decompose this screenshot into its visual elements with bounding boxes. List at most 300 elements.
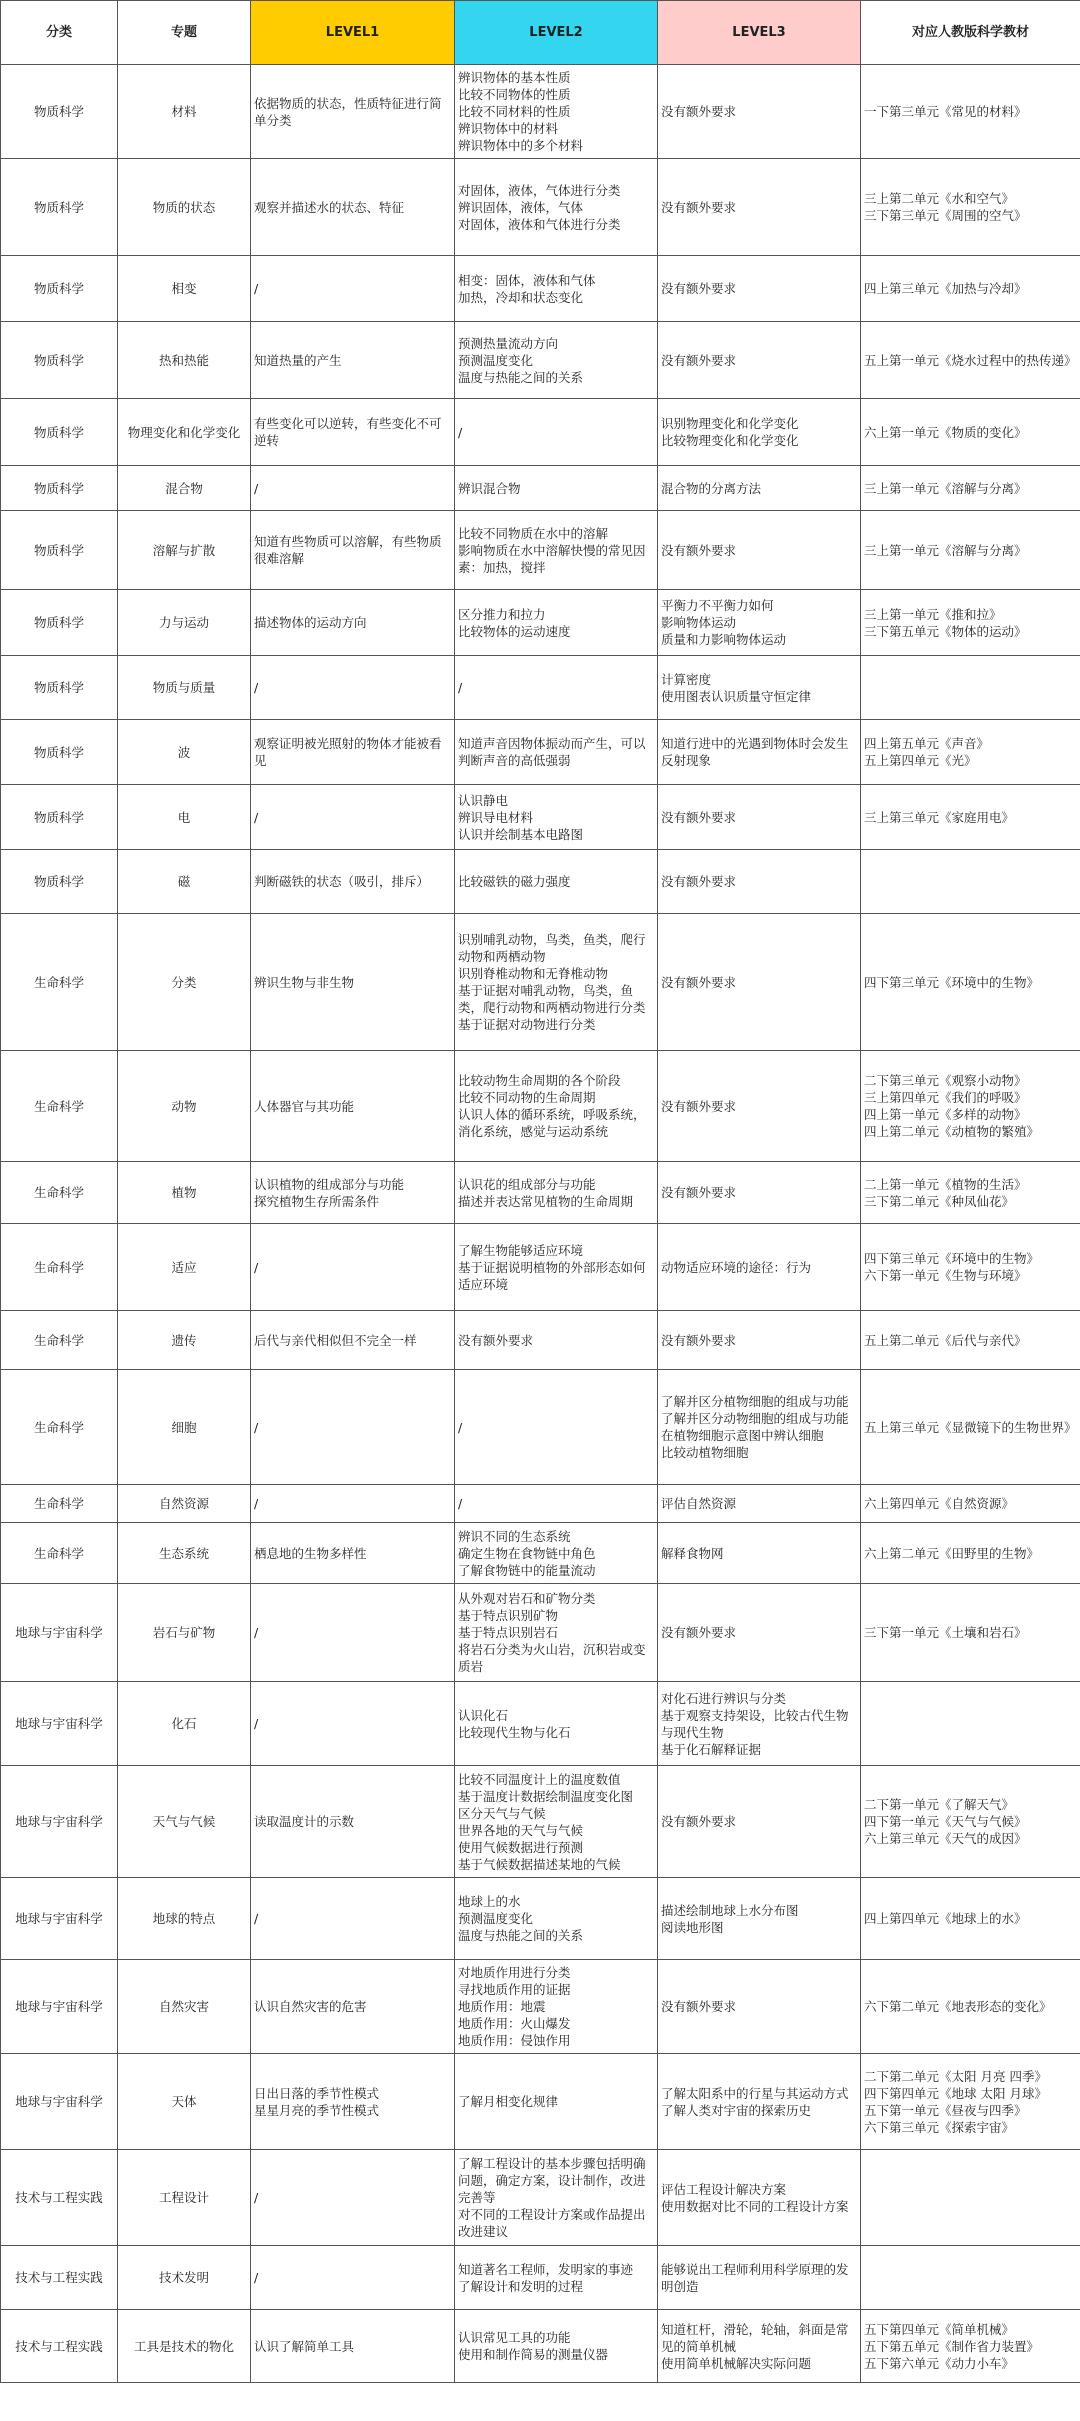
- textbook-cell: [861, 1584, 1080, 1682]
- topic-cell: 岩石与矿物: [118, 1584, 251, 1682]
- level2-cell-line: /: [458, 424, 463, 440]
- level1-cell: [251, 399, 455, 466]
- textbook-cell: [861, 2246, 1080, 2310]
- level1-cell: [251, 720, 455, 785]
- category-cell: 物质科学: [1, 399, 118, 466]
- level2-cell: [455, 256, 658, 322]
- level2-cell: [455, 1224, 658, 1311]
- textbook-cell: [861, 914, 1080, 1051]
- level2-cell: [455, 1878, 658, 1960]
- textbook-cell-line: 四下第三单元《环境中的生物》: [864, 1251, 1040, 1266]
- level1-cell-line: 栖息地的生物多样性: [254, 1545, 367, 1561]
- level2-cell-line: 辨识物体中的多个材料: [458, 138, 584, 153]
- level3-cell: [658, 914, 861, 1051]
- level3-cell: [658, 1584, 861, 1682]
- category-cell: 地球与宇宙科学: [1, 1682, 118, 1766]
- level1-cell: [251, 1224, 455, 1311]
- textbook-cell: [861, 1485, 1080, 1523]
- topic-cell: 物质与质量: [118, 656, 251, 720]
- textbook-cell: [861, 2054, 1080, 2150]
- level2-cell: [455, 656, 658, 720]
- topic-cell: 工具是技术的物化: [118, 2310, 251, 2383]
- category-cell: 生命科学: [1, 1051, 118, 1162]
- textbook-cell: [861, 1960, 1080, 2054]
- level2-cell-line: 比较现代生物与化石: [458, 1724, 571, 1740]
- textbook-cell-line: 三上第一单元《溶解与分离》: [864, 542, 1027, 558]
- level3-cell: [658, 1766, 861, 1878]
- level3-cell-line: 基于化石解释证据: [661, 1741, 762, 1757]
- textbook-cell: [861, 1878, 1080, 1960]
- level2-cell-line: /: [458, 680, 463, 695]
- level1-cell: [251, 466, 455, 511]
- level1-cell-line: 探究植物生存所需条件: [254, 1193, 380, 1209]
- level3-cell-line: 没有额外要求: [661, 199, 737, 215]
- level3-cell-line: 了解并区分植物细胞的组成与功能: [661, 1394, 849, 1409]
- level3-cell-line: 能够说出工程师利用科学原理的发明创造: [661, 2261, 849, 2294]
- table-row: [1, 720, 1080, 785]
- table-row: [1, 1584, 1080, 1682]
- level3-cell: [658, 590, 861, 656]
- level2-cell-line: 辨识导电材料: [458, 809, 534, 825]
- textbook-cell: [861, 256, 1080, 322]
- level1-cell: [251, 2246, 455, 2310]
- level2-cell-line: 温度与热能之间的关系: [458, 369, 584, 385]
- topic-cell: 波: [118, 720, 251, 785]
- level2-cell-line: 基于证据对动物进行分类: [458, 1017, 596, 1032]
- textbook-cell: [861, 1162, 1080, 1224]
- textbook-cell-line: 二上第一单元《植物的生活》: [864, 1176, 1027, 1192]
- textbook-cell-line: 三上第四单元《我们的呼吸》: [864, 1090, 1027, 1105]
- level2-cell-line: 寻找地质作用的证据: [458, 1982, 571, 1997]
- textbook-cell-line: 六上第三单元《天气的成因》: [864, 1831, 1027, 1846]
- textbook-cell: [861, 785, 1080, 850]
- level3-cell-line: 知道行进中的光遇到物体时会发生反射现象: [661, 736, 849, 768]
- level2-cell-line: 认识常见工具的功能: [458, 2330, 571, 2345]
- level1-cell-line: /: [254, 1259, 259, 1275]
- topic-cell: 混合物: [118, 466, 251, 511]
- level3-cell: [658, 1162, 861, 1224]
- textbook-cell-line: 六上第四单元《自然资源》: [864, 1496, 1015, 1511]
- level2-cell: [455, 65, 658, 159]
- level2-cell-line: /: [458, 1496, 463, 1511]
- level3-cell: [658, 65, 861, 159]
- level1-cell-line: 认识自然灾害的危害: [254, 1999, 367, 2014]
- category-cell: 物质科学: [1, 850, 118, 914]
- level2-cell: [455, 1523, 658, 1584]
- level2-cell-line: 辨识固体，液体，气体: [458, 199, 584, 215]
- level2-cell-line: 比较不同温度计上的温度数值: [458, 1771, 621, 1787]
- level2-cell-line: 比较不同物质在水中的溶解: [458, 525, 609, 541]
- level1-cell-line: 认识了解简单工具: [254, 2338, 355, 2354]
- level2-cell-line: 区分天气与气候: [458, 1805, 546, 1821]
- textbook-cell-line: 五上第一单元《烧水过程中的热传递》: [864, 352, 1077, 368]
- level2-cell-line: 知道著名工程师，发明家的事迹: [458, 2261, 634, 2277]
- level2-cell-line: 对地质作用进行分类: [458, 1965, 571, 1980]
- level2-cell-line: 对固体，液体，气体进行分类: [458, 182, 621, 198]
- level1-cell: [251, 1485, 455, 1523]
- level1-cell: [251, 1584, 455, 1682]
- level2-cell-line: 基于温度计数据绘制温度变化图: [458, 1788, 634, 1804]
- textbook-cell: [861, 590, 1080, 656]
- table-row: [1, 1224, 1080, 1311]
- level3-cell-line: 没有额外要求: [661, 542, 737, 558]
- textbook-cell-line: 六上第一单元《物质的变化》: [864, 424, 1027, 440]
- level1-cell-line: /: [254, 1496, 259, 1511]
- level3-cell: [658, 1682, 861, 1766]
- level3-cell-line: 知道杠杆，滑轮，轮轴，斜面是常见的简单机械: [661, 2321, 849, 2354]
- level1-cell-line: /: [254, 1419, 259, 1435]
- level2-cell: [455, 1311, 658, 1370]
- textbook-cell-line: 四上第一单元《多样的动物》: [864, 1107, 1027, 1122]
- level3-cell-line: 阅读地形图: [661, 1919, 724, 1935]
- textbook-cell: [861, 399, 1080, 466]
- level2-cell-line: 确定生物在食物链中角色: [458, 1545, 596, 1561]
- level3-cell-line: 没有额外要求: [661, 1814, 737, 1829]
- topic-cell: 化石: [118, 1682, 251, 1766]
- table-row: [1, 1485, 1080, 1523]
- table-row: [1, 1311, 1080, 1370]
- level3-cell-line: 没有额外要求: [661, 281, 737, 296]
- level2-cell: [455, 590, 658, 656]
- level3-cell: [658, 850, 861, 914]
- table-row: [1, 1960, 1080, 2054]
- level3-cell: [658, 2246, 861, 2310]
- textbook-cell: [861, 159, 1080, 256]
- table-row: [1, 2310, 1080, 2383]
- level1-cell-line: /: [254, 2270, 259, 2285]
- level2-cell-line: 了解设计和发明的过程: [458, 2278, 584, 2294]
- level3-cell: [658, 1051, 861, 1162]
- level1-cell: [251, 1051, 455, 1162]
- level1-cell: [251, 1311, 455, 1370]
- textbook-cell-line: 五下第五单元《制作省力装置》: [864, 2338, 1040, 2354]
- level1-cell: [251, 511, 455, 590]
- level2-cell-line: 影响物质在水中溶解快慢的常见因素：加热，搅拌: [458, 542, 646, 575]
- level2-cell-line: 描述并表达常见植物的生命周期: [458, 1193, 634, 1209]
- level1-cell: [251, 1878, 455, 1960]
- textbook-cell-line: 三下第三单元《周围的空气》: [864, 208, 1027, 223]
- category-cell: 生命科学: [1, 1523, 118, 1584]
- level2-cell-line: 知道声音因物体振动而产生，可以判断声音的高低强弱: [458, 736, 646, 768]
- topic-cell: 工程设计: [118, 2150, 251, 2246]
- textbook-cell-line: 五上第三单元《显微镜下的生物世界》: [864, 1419, 1077, 1435]
- topic-cell: 磁: [118, 850, 251, 914]
- level1-cell-line: 后代与亲代相似但不完全一样: [254, 1332, 417, 1348]
- level3-cell-line: 平衡力不平衡力如何: [661, 598, 774, 613]
- level2-cell-line: 从外观对岩石和矿物分类: [458, 1591, 596, 1606]
- level3-cell-line: 没有额外要求: [661, 874, 737, 889]
- category-cell: 技术与工程实践: [1, 2246, 118, 2310]
- textbook-cell: [861, 2310, 1080, 2383]
- level1-cell: [251, 1960, 455, 2054]
- level2-cell-line: 了解工程设计的基本步骤包括明确问题，确定方案，设计制作，改进完善等: [458, 2156, 646, 2205]
- textbook-cell: [861, 656, 1080, 720]
- textbook-cell-line: 六上第二单元《田野里的生物》: [864, 1545, 1040, 1561]
- level2-cell-line: 对固体，液体和气体进行分类: [458, 216, 621, 232]
- category-cell: 地球与宇宙科学: [1, 1584, 118, 1682]
- table-row: [1, 65, 1080, 159]
- level2-cell: [455, 466, 658, 511]
- level2-cell-line: 了解生物能够适应环境: [458, 1242, 584, 1258]
- textbook-cell: [861, 720, 1080, 785]
- level1-cell: [251, 590, 455, 656]
- textbook-cell-line: 三上第三单元《家庭用电》: [864, 809, 1015, 825]
- level1-cell: [251, 256, 455, 322]
- table-row: [1, 399, 1080, 466]
- table-row: [1, 785, 1080, 850]
- level3-cell: [658, 322, 861, 399]
- level1-cell: [251, 914, 455, 1051]
- level2-cell-line: 区分推力和拉力: [458, 606, 546, 622]
- level3-cell: [658, 159, 861, 256]
- level2-cell: [455, 2054, 658, 2150]
- level3-cell-line: 使用数据对比不同的工程设计方案: [661, 2198, 849, 2214]
- level1-cell: [251, 850, 455, 914]
- topic-cell: 细胞: [118, 1370, 251, 1485]
- header-topic: 专题: [118, 1, 251, 65]
- topic-cell: 溶解与扩散: [118, 511, 251, 590]
- table-row: [1, 850, 1080, 914]
- level2-cell-line: 比较不同物体的性质: [458, 87, 571, 102]
- level1-cell-line: 知道有些物质可以溶解，有些物质很难溶解: [254, 534, 442, 566]
- table-row: [1, 511, 1080, 590]
- level1-cell: [251, 65, 455, 159]
- table-row: [1, 466, 1080, 511]
- textbook-cell: [861, 322, 1080, 399]
- textbook-cell: [861, 1051, 1080, 1162]
- level3-cell-line: 没有额外要求: [661, 352, 737, 368]
- level3-cell-line: 质量和力影响物体运动: [661, 632, 787, 647]
- textbook-cell-line: 三上第二单元《水和空气》: [864, 191, 1015, 206]
- textbook-cell-line: 五下第四单元《简单机械》: [864, 2321, 1015, 2337]
- level3-cell-line: 评估工程设计解决方案: [661, 2181, 787, 2197]
- level3-cell-line: 没有额外要求: [661, 1999, 737, 2014]
- topic-cell: 技术发明: [118, 2246, 251, 2310]
- level3-cell-line: 识别物理变化和化学变化: [661, 416, 799, 431]
- level2-cell-line: 辨识不同的生态系统: [458, 1528, 571, 1544]
- level1-cell: [251, 2310, 455, 2383]
- textbook-cell: [861, 1766, 1080, 1878]
- level1-cell-line: 星星月亮的季节性模式: [254, 2102, 380, 2118]
- level1-cell-line: /: [254, 480, 259, 496]
- table-row: [1, 656, 1080, 720]
- category-cell: 生命科学: [1, 1311, 118, 1370]
- level3-cell-line: 了解并区分动物细胞的组成与功能: [661, 1411, 849, 1426]
- table-row: [1, 1766, 1080, 1878]
- level1-cell: [251, 159, 455, 256]
- topic-cell: 植物: [118, 1162, 251, 1224]
- level1-cell: [251, 1162, 455, 1224]
- header-level3: LEVEL3: [658, 1, 861, 65]
- table-row: [1, 322, 1080, 399]
- level3-cell-line: 影响物体运动: [661, 615, 737, 630]
- category-cell: 物质科学: [1, 720, 118, 785]
- header-category: 分类: [1, 1, 118, 65]
- category-cell: 生命科学: [1, 1485, 118, 1523]
- textbook-cell: [861, 466, 1080, 511]
- level3-cell: [658, 1224, 861, 1311]
- level2-cell-line: 认识人体的循环系统，呼吸系统，消化系统，感觉与运动系统: [458, 1107, 646, 1139]
- level2-cell: [455, 2246, 658, 2310]
- textbook-cell-line: 五上第四单元《光》: [864, 753, 977, 768]
- textbook-cell-line: 六下第二单元《地表形态的变化》: [864, 1999, 1052, 2014]
- level2-cell-line: 基于特点识别岩石: [458, 1625, 559, 1640]
- textbook-cell: [861, 2150, 1080, 2246]
- level3-cell-line: 动物适应环境的途径：行为: [661, 1259, 812, 1275]
- textbook-cell-line: 四下第一单元《天气与气候》: [864, 1814, 1027, 1829]
- level2-cell-line: 温度与热能之间的关系: [458, 1928, 584, 1943]
- category-cell: 物质科学: [1, 322, 118, 399]
- level3-cell-line: 使用图表认识质量守恒定律: [661, 688, 812, 704]
- level2-cell: [455, 1370, 658, 1485]
- category-cell: 生命科学: [1, 914, 118, 1051]
- level2-cell-line: 识别哺乳动物，鸟类，鱼类，爬行动物和两栖动物: [458, 932, 646, 964]
- textbook-cell: [861, 1523, 1080, 1584]
- header-level1: LEVEL1: [251, 1, 455, 65]
- level3-cell: [658, 1878, 861, 1960]
- level2-cell: [455, 785, 658, 850]
- level2-cell-line: 使用和制作简易的测量仪器: [458, 2347, 609, 2362]
- level3-cell-line: 没有额外要求: [661, 1332, 737, 1348]
- level2-cell-line: 认识并绘制基本电路图: [458, 826, 584, 842]
- level1-cell-line: 依据物质的状态，性质特征进行简单分类: [254, 95, 442, 128]
- level2-cell-line: 认识化石: [458, 1707, 509, 1723]
- level1-cell-line: /: [254, 1625, 259, 1640]
- textbook-cell-line: 二下第三单元《观察小动物》: [864, 1073, 1027, 1088]
- category-cell: 物质科学: [1, 590, 118, 656]
- level2-cell: [455, 1051, 658, 1162]
- textbook-cell: [861, 1311, 1080, 1370]
- level1-cell-line: /: [254, 1911, 259, 1926]
- level3-cell-line: 没有额外要求: [661, 104, 737, 119]
- topic-cell: 自然灾害: [118, 1960, 251, 2054]
- level3-cell: [658, 656, 861, 720]
- level1-cell-line: 读取温度计的示数: [254, 1814, 355, 1829]
- level3-cell: [658, 1311, 861, 1370]
- table-row: [1, 2246, 1080, 2310]
- textbook-cell-line: 四上第四单元《地球上的水》: [864, 1911, 1027, 1926]
- level1-cell: [251, 1682, 455, 1766]
- topic-cell: 适应: [118, 1224, 251, 1311]
- level2-cell-line: 基于气候数据描述某地的气候: [458, 1856, 621, 1872]
- level1-cell-line: 观察并描述水的状态、特征: [254, 199, 405, 215]
- level1-cell: [251, 1766, 455, 1878]
- level3-cell-line: 比较动植物细胞: [661, 1445, 749, 1460]
- level2-cell: [455, 511, 658, 590]
- level3-cell: [658, 399, 861, 466]
- category-cell: 物质科学: [1, 511, 118, 590]
- textbook-cell-line: 二下第二单元《太阳 月亮 四季》: [864, 2068, 1047, 2084]
- topic-cell: 地球的特点: [118, 1878, 251, 1960]
- textbook-cell-line: 六下第三单元《探索宇宙》: [864, 2119, 1015, 2135]
- level2-cell-line: 预测温度变化: [458, 1911, 534, 1926]
- textbook-cell: [861, 850, 1080, 914]
- topic-cell: 物理变化和化学变化: [118, 399, 251, 466]
- category-cell: 物质科学: [1, 785, 118, 850]
- level1-cell-line: 人体器官与其功能: [254, 1098, 355, 1114]
- level2-cell: [455, 2150, 658, 2246]
- level3-cell-line: 解释食物网: [661, 1545, 724, 1561]
- level2-cell: [455, 2310, 658, 2383]
- level3-cell-line: 没有额外要求: [661, 1185, 737, 1200]
- level3-cell: [658, 2310, 861, 2383]
- topic-cell: 动物: [118, 1051, 251, 1162]
- category-cell: 技术与工程实践: [1, 2150, 118, 2246]
- topic-cell: 自然资源: [118, 1485, 251, 1523]
- level1-cell: [251, 2054, 455, 2150]
- level1-cell-line: 辨识生物与非生物: [254, 974, 355, 990]
- level1-cell-line: /: [254, 281, 259, 296]
- topic-cell: 遗传: [118, 1311, 251, 1370]
- level1-cell: [251, 656, 455, 720]
- textbook-cell: [861, 1682, 1080, 1766]
- level2-cell-line: 比较不同材料的性质: [458, 104, 571, 119]
- category-cell: 地球与宇宙科学: [1, 1960, 118, 2054]
- textbook-cell-line: 四下第四单元《地球 太阳 月球》: [864, 2085, 1047, 2101]
- textbook-cell-line: 三上第一单元《溶解与分离》: [864, 480, 1027, 496]
- table-row: [1, 1878, 1080, 1960]
- textbook-cell-line: 三下第一单元《土壤和岩石》: [864, 1625, 1027, 1640]
- level1-cell: [251, 1523, 455, 1584]
- level1-cell-line: 判断磁铁的状态（吸引，排斥）: [254, 874, 430, 889]
- level2-cell: [455, 1766, 658, 1878]
- level3-cell: [658, 1370, 861, 1485]
- level3-cell: [658, 2054, 861, 2150]
- category-cell: 物质科学: [1, 656, 118, 720]
- textbook-cell-line: 四上第二单元《动植物的繁殖》: [864, 1124, 1040, 1139]
- level2-cell: [455, 850, 658, 914]
- level3-cell: [658, 1523, 861, 1584]
- level2-cell-line: 地球上的水: [458, 1894, 521, 1909]
- table-row: [1, 1523, 1080, 1584]
- level3-cell-line: 了解太阳系中的行星与其运动方式: [661, 2085, 849, 2101]
- level3-cell-line: 描述绘制地球上水分布图: [661, 1902, 799, 1918]
- textbook-cell-line: 三下第二单元《种凤仙花》: [864, 1193, 1015, 1209]
- level2-cell-line: 地质作用：火山爆发: [458, 2016, 571, 2031]
- level2-cell-line: 地质作用：地震: [458, 1999, 546, 2014]
- level2-cell: [455, 1162, 658, 1224]
- category-cell: 物质科学: [1, 159, 118, 256]
- level2-cell-line: 认识静电: [458, 792, 509, 808]
- textbook-cell: [861, 1224, 1080, 1311]
- textbook-cell: [861, 65, 1080, 159]
- level3-cell-line: 评估自然资源: [661, 1496, 737, 1511]
- level2-cell-line: 辨识混合物: [458, 480, 521, 496]
- level2-cell-line: 识别脊椎动物和无脊椎动物: [458, 966, 609, 981]
- topic-cell: 物质的状态: [118, 159, 251, 256]
- level3-cell-line: 了解人类对宇宙的探索历史: [661, 2102, 812, 2118]
- level2-cell-line: 地质作用：侵蚀作用: [458, 2033, 571, 2048]
- level3-cell: [658, 2150, 861, 2246]
- level1-cell-line: 观察证明被光照射的物体才能被看见: [254, 736, 442, 768]
- topic-cell: 天体: [118, 2054, 251, 2150]
- level2-cell: [455, 322, 658, 399]
- level2-cell: [455, 1682, 658, 1766]
- topic-cell: 天气与气候: [118, 1766, 251, 1878]
- level3-cell: [658, 720, 861, 785]
- header-level2: LEVEL2: [455, 1, 658, 65]
- textbook-cell-line: 四上第三单元《加热与冷却》: [864, 281, 1027, 296]
- topic-cell: 材料: [118, 65, 251, 159]
- table-row: [1, 1370, 1080, 1485]
- level2-cell: [455, 1485, 658, 1523]
- textbook-cell-line: 五下第六单元《动力小车》: [864, 2355, 1015, 2371]
- level1-cell-line: 有些变化可以逆转，有些变化不可逆转: [254, 416, 442, 448]
- topic-cell: 分类: [118, 914, 251, 1051]
- level3-cell-line: 使用简单机械解决实际问题: [661, 2355, 812, 2371]
- level3-cell: [658, 1485, 861, 1523]
- level2-cell-line: /: [458, 1419, 463, 1435]
